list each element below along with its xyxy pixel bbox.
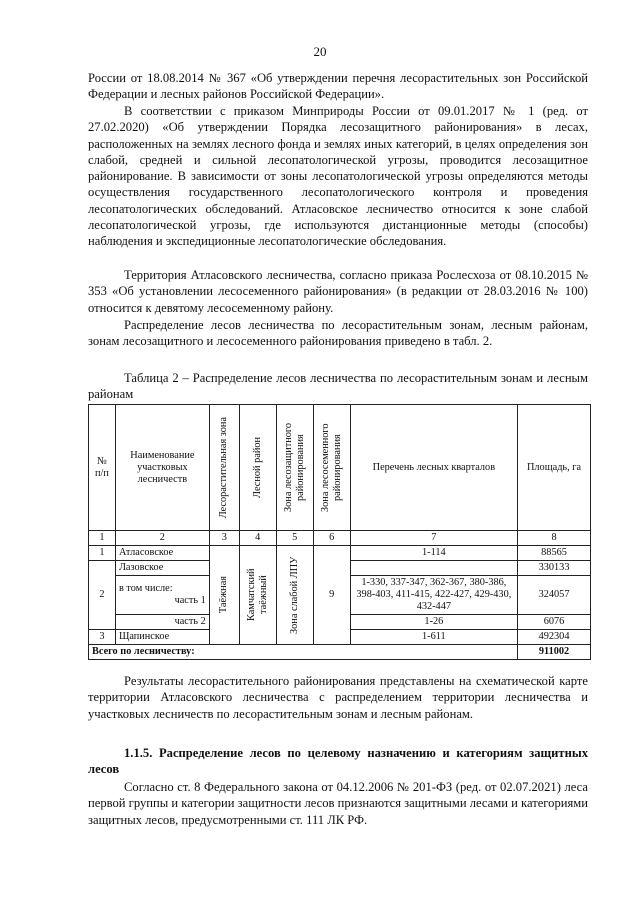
merged-zone: [209, 546, 239, 645]
col-num-7: 7: [350, 531, 517, 546]
row-name: Атласовское: [115, 546, 209, 561]
header-zone-text: Лесорастительная зона: [218, 416, 230, 519]
section-heading: 1.1.5. Распределение лесов по целевому назначению и категориям защитных лесов: [88, 746, 588, 776]
paragraph-5: Результаты лесорастительного районирования представлены на схематической карте территории Атласовского лесничества с распределением территории лесничества и участковых лесничеств по лесорастительным зонам и лесным районам.: [88, 674, 588, 721]
column-number-row: [89, 531, 591, 546]
header-seed: [313, 405, 350, 531]
row-area: 6076: [518, 615, 591, 630]
table-caption: Таблица 2 – Распределение лесов лесничества по лесорастительным зонам и лесным районам: [88, 371, 588, 401]
row-name: [115, 576, 209, 615]
merged-region-text: Камчатский таёжный: [245, 568, 269, 622]
row-quarters: 1-330, 337-347, 362-367, 380-386, 398-403, 411-415, 422-427, 429-430, 432-447: [350, 576, 517, 615]
table-header-row: [89, 405, 591, 531]
paragraph-4: Распределение лесов лесничества по лесорастительным зонам, лесным районам, зонам лесозащитного и лесосеменного районирования приведено в табл. 2.: [88, 318, 588, 349]
col-num-8: 8: [518, 531, 591, 546]
row-area: 330133: [518, 561, 591, 576]
row-area: 492304: [518, 630, 591, 645]
col-num-4: 4: [239, 531, 276, 546]
page-number: 20: [313, 44, 327, 59]
forest-distribution-table: [88, 404, 591, 660]
header-protection: [276, 405, 313, 531]
header-region-text: Лесной район: [251, 437, 263, 498]
row-num: 2: [89, 561, 116, 630]
paragraph-1: России от 18.08.2014 № 367 «Об утверждении перечня лесорастительных зон Российской Федерации и лесных районов Российской Федерации».: [88, 71, 588, 102]
row-quarters: 1-611: [350, 630, 517, 645]
col-num-6: 6: [313, 531, 350, 546]
merged-zone-text: Таёжная: [218, 576, 230, 614]
header-quarters: Перечень лесных кварталов: [350, 405, 517, 531]
header-seed-text: Зона лесосеменного районирования: [319, 423, 343, 512]
paragraph-6: Согласно ст. 8 Федерального закона от 04.12.2006 № 201-ФЗ (ред. от 02.07.2021) леса первой группы и категории защитности лесов признаются защитными лесами и категориями защитных лесов, предусмотренными ст. 111 ЛК РФ.: [88, 780, 588, 827]
col-num-3: 3: [209, 531, 239, 546]
total-area: 911002: [518, 645, 591, 660]
header-name: Наименование участковых лесничеств: [115, 405, 209, 531]
col-num-5: 5: [276, 531, 313, 546]
row-name: Щапинское: [115, 630, 209, 645]
row-num: 3: [89, 630, 116, 645]
row-quarters: 1-26: [350, 615, 517, 630]
total-label: Всего по лесничеству:: [89, 645, 518, 660]
merged-protection: [276, 546, 313, 645]
header-zone: [209, 405, 239, 531]
merged-region: [239, 546, 276, 645]
paragraph-3: Территория Атласовского лесничества, согласно приказа Рослесхоза от 08.10.2015 № 353 «Об установлении лесосеменного районирования» (в редакции от 28.03.2016 № 100) относится к девятому лесосеменному району.: [88, 268, 588, 315]
row-area: 88565: [518, 546, 591, 561]
col-num-1: 1: [89, 531, 116, 546]
row-name-line2: часть 1: [174, 595, 206, 606]
paragraph-2: В соответствии с приказом Минприроды России от 09.01.2017 № 1 (ред. от 27.02.2020) «Об утверждении Порядка лесозащитного районирования» в лесах, расположенных на землях лесного фонда и землях иных категорий, в целях определения зон слабой, средней и сильной лесопатологической угрозы, проводится лесозащитное районирование. В зависимости от зоны лесопатологической угрозы определяются методы осуществления государственного лесопатологического контроля и проведения лесопатологических обследований. Атласовское лесничество относится к зоне слабой лесопатологической угрозы, где используются дистанционные методы (способы) наблюдения и экспедиционные лесопатологические обследования.: [88, 104, 588, 249]
row-quarters: 1-114: [350, 546, 517, 561]
col-num-2: 2: [115, 531, 209, 546]
header-region: [239, 405, 276, 531]
row-name: Лазовское: [115, 561, 209, 576]
header-num: № п/п: [89, 405, 116, 531]
row-area: 324057: [518, 576, 591, 615]
row-name: часть 2: [115, 615, 209, 630]
table-row: [89, 546, 591, 561]
header-area: Площадь, га: [518, 405, 591, 531]
header-protection-text: Зона лесозащитного районирования: [282, 423, 306, 512]
merged-seed: 9: [313, 546, 350, 645]
row-quarters: [350, 561, 517, 576]
table-total-row: [89, 645, 591, 660]
row-num: 1: [89, 546, 116, 561]
row-name-line1: в том числе:: [118, 583, 173, 594]
merged-protection-text: Зона слабой ЛПУ: [288, 556, 300, 634]
